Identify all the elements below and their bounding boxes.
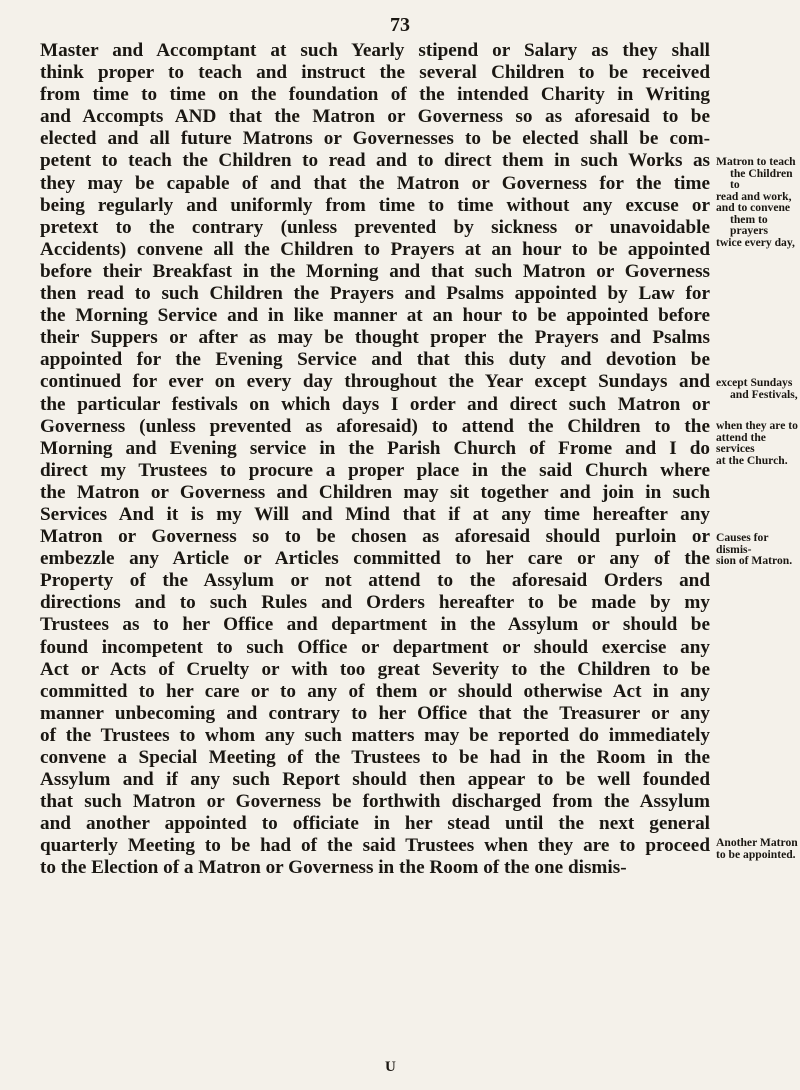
text-line: Assylum and if any such Report should then appear to be well founded (40, 769, 710, 791)
margin-note-line: attend the services (716, 430, 766, 455)
margin-note-line: to be appointed. (716, 847, 796, 861)
text-line: Act or Acts of Cruelty or with too great Severity to the Children to be (40, 658, 710, 680)
margin-note-dismission (716, 532, 798, 567)
margin-note-line: and Festivals, (730, 387, 798, 401)
text-line: that such Matron or Governess be forthwith discharged from the Assylum (40, 791, 710, 813)
signature-mark: U (385, 1059, 396, 1075)
text-line: Services And it is my Will and Mind that if at any time hereafter any (40, 503, 710, 525)
margin-note-attend-church (716, 420, 798, 466)
text-line: Governess (unless prevented as aforesaid) to attend the Children to the (40, 415, 710, 437)
text-line: before their Breakfast in the Morning and that such Matron or Governess (40, 260, 710, 282)
text-line: the Matron or Governess and Children may sit together and join in such (40, 481, 710, 503)
text-line: to the Election of a Matron or Governess in the Room of the one dismis- (40, 857, 627, 879)
page-number: 73 (390, 14, 410, 36)
text-line: and another appointed to officiate in her stead until the next general (40, 813, 710, 835)
text-line: petent to teach the Children to read and to direct them in such Works as (40, 150, 710, 172)
margin-note-line: when they are to (716, 419, 798, 432)
text-line: the Morning Service and in like manner at an hour to be appointed before (40, 305, 710, 327)
text-line: pretext to the contrary (unless prevented by sickness or unavoidable (40, 216, 710, 238)
text-line: quarterly Meeting to be had of the said Trustees when they are to proceed (40, 835, 710, 857)
text-line: the particular festivals on which days I order and direct such Matron or (40, 393, 710, 415)
text-line: their Suppers or after as may be thought proper the Prayers and Psalms (40, 327, 710, 349)
text-line: directions and to such Rules and Orders hereafter to be made by my (40, 592, 710, 614)
text-line: Master and Accomptant at such Yearly stipend or Salary as they shall (40, 40, 710, 61)
margin-note-line: them to prayers (730, 212, 768, 237)
text-line: appointed for the Evening Service and that this duty and devotion be (40, 349, 710, 371)
text-line: then read to such Children the Prayers and Psalms appointed by Law for (40, 283, 710, 305)
margin-note-line: sion of Matron. (716, 554, 793, 567)
text-line: Accidents) convene all the Children to Prayers at an hour to be appointed (40, 238, 710, 260)
text-line: Matron or Governess so to be chosen as aforesaid should purloin or (40, 526, 710, 548)
text-line: committed to her care or to any of them or should otherwise Act in any (40, 680, 710, 702)
margin-note-except-sundays (716, 377, 798, 400)
margin-note-line: read and work, (716, 189, 792, 203)
margin-note-line: twice every day, (716, 235, 795, 249)
text-line: being regularly and uniformly from time to time without any excuse or (40, 194, 710, 216)
text-line: manner unbecoming and contrary to her Office that the Treasurer or any (40, 702, 710, 724)
text-line: think proper to teach and instruct the several Children to be received (40, 62, 710, 84)
text-line: elected and all future Matrons or Governesses to be elected shall be com- (40, 128, 710, 150)
text-line: they may be capable of and that the Matron or Governess for the time (40, 172, 710, 194)
text-line: and Accompts AND that the Matron or Governess so as aforesaid to be (40, 106, 710, 128)
text-line: Morning and Evening service in the Parish Church of Frome and I do (40, 437, 710, 459)
margin-note-line: except Sundays (716, 376, 793, 389)
text-line: found incompetent to such Office or department or should exercise any (40, 636, 710, 658)
margin-note-line: Matron to teach (716, 155, 796, 168)
text-line: of the Trustees to whom any such matters may be reported do immediately (40, 724, 710, 746)
margin-note-another-matron (716, 837, 798, 860)
margin-note-matron-teach (716, 156, 798, 248)
margin-note-line: the Children to (730, 166, 793, 191)
text-line: from time to time on the foundation of the intended Charity in Writing (40, 84, 710, 106)
margin-note-line: Causes for dismis- (716, 531, 769, 556)
text-line: continued for ever on every day throughout the Year except Sundays and (40, 371, 710, 393)
text-line: Trustees as to her Office and department in the Assylum or should be (40, 614, 710, 636)
text-line: Property of the Assylum or not attend to the aforesaid Orders and (40, 570, 710, 592)
margin-note-line: Another Matron (716, 836, 798, 849)
text-line: convene a Special Meeting of the Trustees to be had in the Room in the (40, 747, 710, 768)
text-line: embezzle any Article or Articles committed to her care or any of the (40, 548, 710, 570)
margin-note-line: and to convene (716, 201, 791, 214)
body-text (40, 40, 710, 880)
margin-note-line: at the Church. (716, 453, 788, 467)
text-line: direct my Trustees to procure a proper place in the said Church where (40, 459, 710, 481)
